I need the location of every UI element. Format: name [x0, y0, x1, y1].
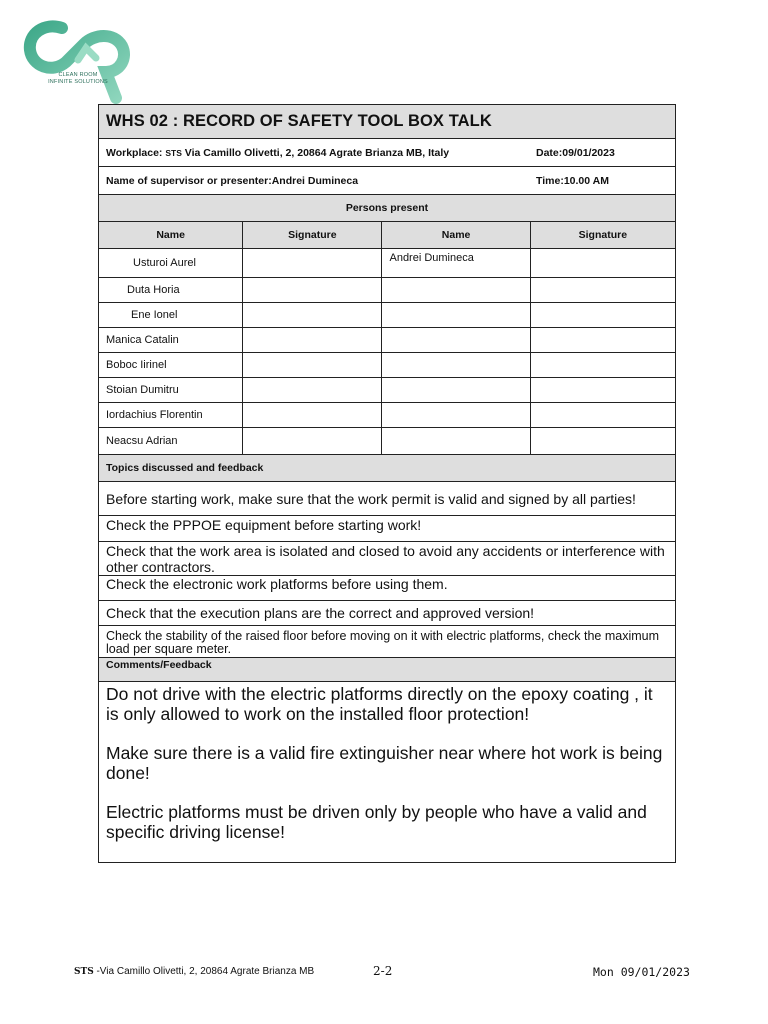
- footer-date: Mon 09/01/2023: [593, 965, 690, 979]
- signature-cell: [243, 428, 382, 455]
- footer-company: STS: [74, 967, 94, 977]
- signature-cell: [243, 278, 382, 303]
- table-row: [99, 428, 676, 455]
- signature-cell: [530, 303, 675, 328]
- person-name: Duta Horia: [99, 278, 243, 303]
- name-cell: [382, 278, 530, 303]
- logo-line-1: CLEAN ROOM: [58, 72, 98, 78]
- footer-address-text: -Via Camillo Olivetti, 2, 20864 Agrate Brianza MB: [93, 966, 315, 977]
- signature-cell: [530, 278, 675, 303]
- signature-cell: [530, 249, 675, 278]
- signature-cell: [530, 378, 675, 403]
- topic-text: Check the stability of the raised floor before moving on it with electric platforms, check the maximum load per square meter.: [99, 626, 676, 658]
- topic-text: Check the electronic work platforms before using them.: [99, 576, 676, 601]
- person-name: Iordachius Florentin: [99, 403, 243, 428]
- workplace-address: Via Camillo Olivetti, 2, 20864 Agrate Brianza MB, Italy: [184, 146, 450, 159]
- date-field: Date:09/01/2023: [536, 146, 615, 159]
- topic-row: [99, 626, 676, 658]
- name-cell: [382, 378, 530, 403]
- comment-paragraph: Do not drive with the electric platforms directly on the epoxy coating , it is only allowed to work on the installed floor protection!: [106, 683, 653, 724]
- comments-row: [99, 682, 676, 863]
- name-cell: [382, 428, 530, 455]
- column-header-signature: Signature: [530, 222, 675, 249]
- signature-cell: [530, 403, 675, 428]
- topic-text: Check that the work area is isolated and closed to avoid any accidents or interference with other contractors.: [99, 542, 676, 576]
- time-field: Time:10.00 AM: [536, 174, 609, 187]
- page-number: 2-2: [373, 964, 393, 978]
- workplace-row: [99, 139, 676, 167]
- table-row: [99, 353, 676, 378]
- person-name: Boboc Iirinel: [99, 353, 243, 378]
- table-row: [99, 278, 676, 303]
- signature-cell: [243, 353, 382, 378]
- signature-cell: [243, 303, 382, 328]
- comment-paragraph: Electric platforms must be driven only by people who have a valid and specific driving license!: [106, 801, 647, 842]
- signature-cell: [243, 403, 382, 428]
- signature-cell: [530, 428, 675, 455]
- comments-header: Comments/Feedback: [99, 658, 676, 682]
- topic-row: [99, 601, 676, 626]
- topic-text: Check the PPPOE equipment before starting work!: [99, 516, 676, 542]
- workplace-company: STS: [165, 147, 182, 158]
- topic-row: [99, 516, 676, 542]
- supervisor-row: [99, 167, 676, 195]
- topic-row: [99, 576, 676, 601]
- comments-body: [99, 682, 676, 863]
- column-header-signature: Signature: [243, 222, 382, 249]
- topic-row: [99, 482, 676, 516]
- signature-cell: [243, 378, 382, 403]
- logo-line-2: INFINITE SOLUTIONS: [48, 78, 108, 85]
- name-cell: [382, 328, 530, 353]
- person-name: Andrei Dumineca: [382, 249, 530, 278]
- table-row: [99, 328, 676, 353]
- signature-cell: [243, 328, 382, 353]
- topic-text: Before starting work, make sure that the work permit is valid and signed by all parties!: [99, 482, 676, 516]
- topic-text: Check that the execution plans are the correct and approved version!: [99, 601, 676, 626]
- footer-address: [74, 966, 314, 977]
- column-header-name: Name: [99, 222, 243, 249]
- signature-cell: [530, 353, 675, 378]
- name-cell: [382, 303, 530, 328]
- form-title: WHS 02 : RECORD OF SAFETY TOOL BOX TALK: [99, 105, 676, 139]
- signature-cell: [243, 249, 382, 278]
- workplace-label: Workplace:: [106, 146, 163, 159]
- toolbox-talk-form: [98, 104, 676, 863]
- name-cell: [382, 403, 530, 428]
- table-row: [99, 249, 676, 278]
- table-row: [99, 403, 676, 428]
- column-header-name: Name: [382, 222, 530, 249]
- persons-present-header: Persons present: [99, 195, 676, 222]
- infinity-logo-icon: [22, 14, 138, 104]
- person-name: Ene Ionel: [99, 303, 243, 328]
- topic-row: [99, 542, 676, 576]
- signature-cell: [530, 328, 675, 353]
- name-cell: [382, 353, 530, 378]
- person-name: Usturoi Aurel: [99, 249, 243, 278]
- person-name: Manica Catalin: [99, 328, 243, 353]
- person-name: Neacsu Adrian: [99, 428, 243, 455]
- comment-paragraph: Make sure there is a valid fire extinguisher near where hot work is being done!: [106, 742, 663, 783]
- table-row: [99, 378, 676, 403]
- supervisor-name: Andrei Dumineca: [271, 174, 359, 187]
- supervisor-label: Name of supervisor or presenter:: [106, 174, 272, 187]
- topics-header: Topics discussed and feedback: [99, 455, 676, 482]
- person-name: Stoian Dumitru: [99, 378, 243, 403]
- table-row: [99, 303, 676, 328]
